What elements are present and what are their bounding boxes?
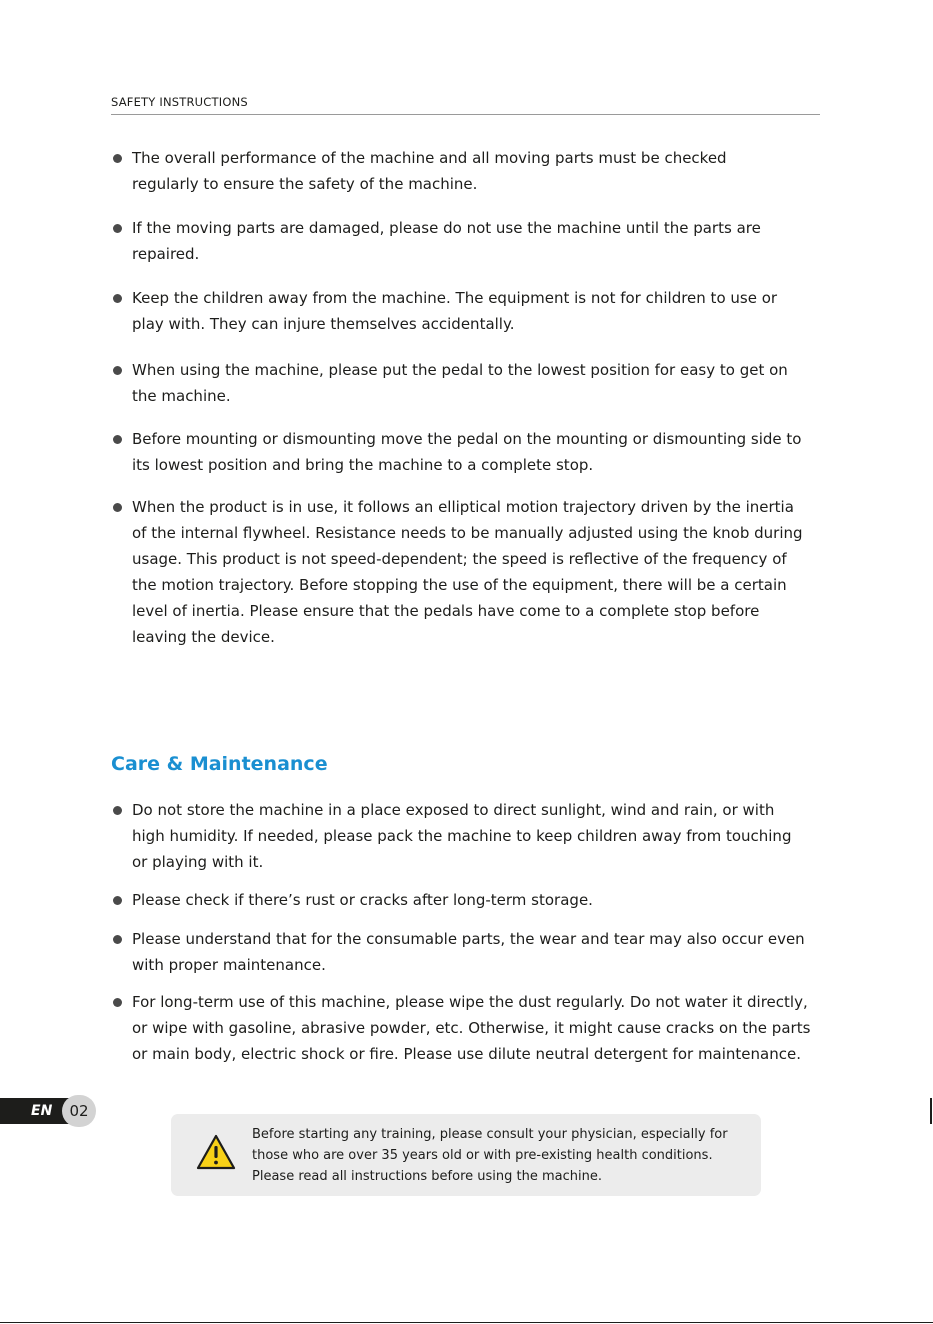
list-item-text: For long-term use of this machine, please wipe the dust regularly. Do not water it directly, or wipe with gasoline, abrasive powder, etc. Otherwise, it might cause cracks on the parts or main body, electric shock or fire. Please use dilute neutral detergent for maintenance.: [132, 993, 811, 1063]
list-item: [111, 797, 802, 875]
list-item: [111, 887, 802, 913]
warning-triangle-icon: [196, 1134, 236, 1170]
list-item-text: Please understand that for the consumable parts, the wear and tear may also occur even with proper maintenance.: [132, 930, 805, 974]
bullet-icon: [113, 998, 122, 1007]
list-item-text: If the moving parts are damaged, please do not use the machine until the parts are repaired.: [132, 219, 761, 263]
list-item: [111, 357, 807, 409]
bullet-icon: [113, 896, 122, 905]
edge-mark: [930, 1098, 932, 1124]
list-item-text: Please check if there’s rust or cracks after long-term storage.: [132, 891, 593, 909]
list-item: [111, 145, 792, 197]
language-label: EN: [31, 1103, 53, 1119]
bullet-icon: [113, 294, 122, 303]
list-item: [111, 285, 792, 337]
bullet-icon: [113, 806, 122, 815]
bullet-icon: [113, 224, 122, 233]
bullet-icon: [113, 154, 122, 163]
page-header: [111, 95, 820, 115]
bullet-icon: [113, 935, 122, 944]
list-item: [111, 926, 832, 978]
care-maintenance-title: Care & Maintenance: [111, 753, 328, 775]
list-item: [111, 494, 807, 650]
page-number: 02: [62, 1095, 96, 1127]
bullet-icon: [113, 503, 122, 512]
list-item: [111, 989, 812, 1067]
warning-notice: [171, 1114, 761, 1196]
list-item-text: When the product is in use, it follows an elliptical motion trajectory driven by the inertia of the internal flywheel. Resistance needs to be manually adjusted using the knob during usage. This product is not speed-dependent; the speed is reflective of the frequency of the motion trajectory. Before stopping the use of the equipment, there will be a certain level of inertia. Please ensure that the pedals have come to a complete stop before leaving the device.: [132, 498, 803, 646]
section-header-title: SAFETY INSTRUCTIONS: [111, 95, 248, 109]
list-item-text: When using the machine, please put the pedal to the lowest position for easy to get on the machine.: [132, 361, 788, 405]
bullet-icon: [113, 435, 122, 444]
list-item-text: The overall performance of the machine and all moving parts must be checked regularly to ensure the safety of the machine.: [132, 149, 727, 193]
list-item: [111, 215, 792, 267]
notice-text: Before starting any training, please consult your physician, especially for those who are over 35 years old or with pre-existing health conditions. Please read all instructions before using the machine.: [252, 1127, 728, 1184]
bullet-icon: [113, 366, 122, 375]
list-item-text: Keep the children away from the machine. The equipment is not for children to use or play with. They can injure themselves accidentally.: [132, 289, 778, 333]
list-item-text: Do not store the machine in a place exposed to direct sunlight, wind and rain, or with high humidity. If needed, please pack the machine to keep children away from touching or playing with it.: [132, 801, 792, 871]
list-item-text: Before mounting or dismounting move the pedal on the mounting or dismounting side to its lowest position and bring the machine to a complete stop.: [132, 430, 802, 474]
bottom-rule: [0, 1322, 933, 1323]
list-item: [111, 426, 817, 478]
